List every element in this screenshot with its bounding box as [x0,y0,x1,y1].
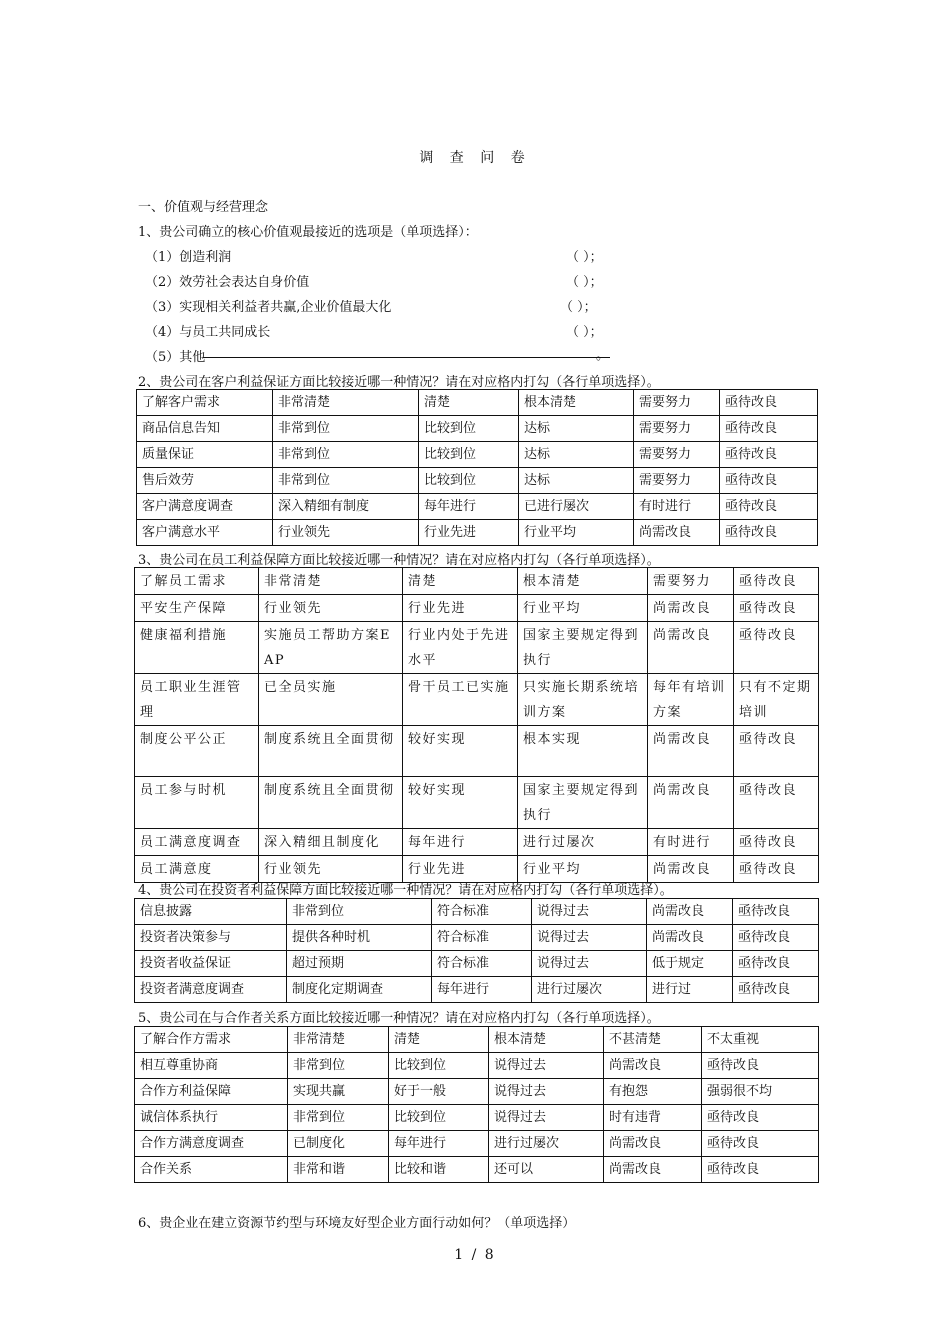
option-cell[interactable]: 只实施长期系统培训方案 [518,674,648,726]
row-label-cell: 诚信体系执行 [135,1105,288,1131]
option-cell[interactable]: 亟待改良 [734,622,819,674]
option-cell[interactable]: 亟待改良 [733,925,819,951]
option-cell[interactable]: 每年进行 [432,977,532,1003]
option-cell[interactable]: 比较和谐 [389,1157,489,1183]
table-row [135,1131,819,1157]
option-cell[interactable]: 达标 [519,442,634,468]
q2-table [136,389,818,546]
option-cell[interactable]: 进行过屡次 [489,1131,604,1157]
option-cell[interactable]: 制度系统且全面贯彻 [259,726,403,777]
table-row [135,1105,819,1131]
option-cell[interactable]: 符合标准 [432,925,532,951]
question-5: 5、贵公司在与合作者关系方面比较接近哪一种情况？请在对应格内打勾（各行单项选择）。 [138,1011,660,1026]
table-row [135,622,819,674]
row-label-cell: 了解客户需求 [137,390,273,416]
q1-option-3-blank[interactable]: （ ）； [560,300,597,315]
page-title: 调 查 问 卷 [419,150,531,166]
option-cell[interactable]: 比较到位 [419,468,519,494]
row-label-cell: 客户满意度调查 [137,494,273,520]
q1-option-3: （3）实现相关利益者共赢,企业价值最大化 [145,300,392,315]
option-cell[interactable]: 亟待改良 [720,416,818,442]
option-cell[interactable]: 根本清楚 [489,1027,604,1053]
option-cell[interactable]: 只有不定期培训 [734,674,819,726]
option-cell[interactable]: 国家主要规定得到执行 [518,622,648,674]
row-label-cell: 了解员工需求 [135,568,259,595]
option-cell[interactable]: 行业平均 [519,520,634,546]
option-cell[interactable]: 进行过屡次 [532,977,647,1003]
table-row [135,726,819,777]
question-1: 1、贵公司确立的核心价值观最接近的选项是（单项选择）： [138,225,478,240]
option-cell[interactable]: 国家主要规定得到执行 [518,777,648,829]
question-2: 2、贵公司在客户利益保证方面比较接近哪一种情况？请在对应格内打勾（各行单项选择）。 [138,375,660,390]
option-cell[interactable]: 尚需改良 [647,925,733,951]
option-cell[interactable]: 比较到位 [389,1105,489,1131]
option-cell[interactable]: 亟待改良 [734,829,819,856]
option-cell[interactable]: 实现共赢 [288,1079,389,1105]
option-cell[interactable]: 行业先进 [403,856,518,883]
option-cell[interactable]: 骨干员工已实施 [403,674,518,726]
option-cell[interactable]: 强弱很不均 [702,1079,819,1105]
option-cell[interactable]: 行业平均 [518,595,648,622]
option-cell[interactable]: 制度化定期调查 [287,977,432,1003]
option-cell[interactable]: 尚需改良 [648,595,734,622]
option-cell[interactable]: 说得过去 [532,899,647,925]
option-cell[interactable]: 非常清楚 [273,390,419,416]
option-cell[interactable]: 亟待改良 [733,899,819,925]
option-cell[interactable]: 说得过去 [532,925,647,951]
row-label-cell: 合作方满意度调查 [135,1131,288,1157]
table-row [135,1157,819,1183]
option-cell[interactable]: 清楚 [389,1027,489,1053]
option-cell[interactable]: 说得过去 [489,1105,604,1131]
question-4: 4、贵公司在投资者利益保障方面比较接近哪一种情况？请在对应格内打勾（各行单项选择）。 [138,883,673,898]
row-label-cell: 员工满意度 [135,856,259,883]
option-cell[interactable]: 每年进行 [389,1131,489,1157]
option-cell[interactable]: 亟待改良 [720,390,818,416]
row-label-cell: 投资者满意度调查 [135,977,287,1003]
option-cell[interactable]: 尚需改良 [604,1131,702,1157]
row-label-cell: 信息披露 [135,899,287,925]
option-cell[interactable]: 根本实现 [518,726,648,777]
option-cell[interactable]: 制度系统且全面贯彻 [259,777,403,829]
q1-option-1-blank[interactable]: （ ）； [566,250,603,265]
option-cell[interactable]: 已进行屡次 [519,494,634,520]
option-cell[interactable]: 比较到位 [419,442,519,468]
table-row [135,595,819,622]
option-cell[interactable]: 非常到位 [287,899,432,925]
option-cell[interactable]: 非常清楚 [259,568,403,595]
option-cell[interactable]: 达标 [519,468,634,494]
option-cell[interactable]: 有抱怨 [604,1079,702,1105]
option-cell[interactable]: 非常到位 [288,1053,389,1079]
option-cell[interactable]: 根本清楚 [518,568,648,595]
option-cell[interactable]: 非常到位 [273,468,419,494]
q5-table [134,1026,819,1183]
option-cell[interactable]: 亟待改良 [734,595,819,622]
page-number: 1 / 8 [454,1247,496,1263]
option-cell[interactable]: 非常到位 [288,1105,389,1131]
option-cell[interactable]: 时有违背 [604,1105,702,1131]
option-cell[interactable]: 说得过去 [489,1053,604,1079]
option-cell[interactable]: 还可以 [489,1157,604,1183]
option-cell[interactable]: 说得过去 [489,1079,604,1105]
option-cell[interactable]: 亟待改良 [702,1105,819,1131]
row-label-cell: 员工参与时机 [135,777,259,829]
q1-option-2-blank[interactable]: （ ）； [566,275,603,290]
option-cell[interactable]: 亟待改良 [734,777,819,829]
section-heading: 一、价值观与经营理念 [138,200,269,215]
option-cell[interactable]: 符合标准 [432,899,532,925]
option-cell[interactable]: 尚需改良 [604,1053,702,1079]
option-cell[interactable]: 行业领先 [259,595,403,622]
row-label-cell: 客户满意水平 [137,520,273,546]
option-cell[interactable]: 亟待改良 [734,726,819,777]
option-cell[interactable]: 行业内处于先进水平 [403,622,518,674]
option-cell[interactable]: 亟待改良 [720,520,818,546]
option-cell[interactable]: 已全员实施 [259,674,403,726]
table-row [135,674,819,726]
q3-table [134,567,819,883]
option-cell[interactable]: 行业先进 [403,595,518,622]
option-cell[interactable]: 尚需改良 [647,899,733,925]
row-label-cell: 售后效劳 [137,468,273,494]
table-row [135,829,819,856]
row-label-cell: 合作关系 [135,1157,288,1183]
option-cell[interactable]: 尚需改良 [648,726,734,777]
table-row [137,468,818,494]
row-label-cell: 平安生产保障 [135,595,259,622]
option-cell[interactable]: 非常到位 [273,416,419,442]
option-cell[interactable]: 亟待改良 [720,494,818,520]
option-cell[interactable]: 较好实现 [403,777,518,829]
table-row [135,1027,819,1053]
row-label-cell: 员工满意度调查 [135,829,259,856]
table-row [137,390,818,416]
option-cell[interactable]: 好于一般 [389,1079,489,1105]
option-cell[interactable]: 非常到位 [273,442,419,468]
option-cell[interactable]: 已制度化 [288,1131,389,1157]
option-cell[interactable]: 有时进行 [634,494,720,520]
option-cell[interactable]: 每年进行 [403,829,518,856]
table-row [135,951,819,977]
table-row [137,442,818,468]
option-cell[interactable]: 亟待改良 [733,951,819,977]
table-row [135,1079,819,1105]
q1-option-2: （2）效劳社会表达自身价值 [145,275,310,290]
row-label-cell: 商品信息告知 [137,416,273,442]
option-cell[interactable]: 低于规定 [647,951,733,977]
q1-option-5-blank-line[interactable] [203,357,610,358]
option-cell[interactable]: 非常和谐 [288,1157,389,1183]
option-cell[interactable]: 亟待改良 [720,442,818,468]
table-row [135,1053,819,1079]
option-cell[interactable]: 行业领先 [259,856,403,883]
row-label-cell: 员工职业生涯管理 [135,674,259,726]
table-row [137,416,818,442]
option-cell[interactable]: 需要努力 [634,390,720,416]
q1-option-4: （4）与员工共同成长 [145,325,271,340]
row-label-cell: 相互尊重协商 [135,1053,288,1079]
option-cell[interactable]: 超过预期 [287,951,432,977]
option-cell[interactable]: 深入精细有制度 [273,494,419,520]
table-row [137,520,818,546]
table-row [135,925,819,951]
option-cell[interactable]: 尚需改良 [634,520,720,546]
option-cell[interactable]: 亟待改良 [734,568,819,595]
option-cell[interactable]: 亟待改良 [720,468,818,494]
option-cell[interactable]: 提供各种时机 [287,925,432,951]
option-cell[interactable]: 达标 [519,416,634,442]
option-cell[interactable]: 进行过屡次 [518,829,648,856]
option-cell[interactable]: 需要努力 [634,416,720,442]
option-cell[interactable]: 尚需改良 [604,1157,702,1183]
option-cell[interactable]: 根本清楚 [519,390,634,416]
option-cell[interactable]: 比较到位 [389,1053,489,1079]
q1-option-4-blank[interactable]: （ ）； [566,325,603,340]
option-cell[interactable]: 实施员工帮助方案EAP [259,622,403,674]
option-cell[interactable]: 亟待改良 [702,1053,819,1079]
q1-option-5: （5）其他 [145,350,206,365]
table-row [135,977,819,1003]
option-cell[interactable]: 行业先进 [419,520,519,546]
question-6: 6、贵企业在建立资源节约型与环境友好型企业方面行动如何？（单项选择） [138,1216,576,1231]
option-cell[interactable]: 亟待改良 [733,977,819,1003]
option-cell[interactable]: 清楚 [403,568,518,595]
option-cell[interactable]: 符合标准 [432,951,532,977]
option-cell[interactable]: 行业平均 [518,856,648,883]
option-cell[interactable]: 每年有培训方案 [648,674,734,726]
row-label-cell: 了解合作方需求 [135,1027,288,1053]
option-cell[interactable]: 尚需改良 [648,856,734,883]
option-cell[interactable]: 清楚 [419,390,519,416]
option-cell[interactable]: 非常清楚 [288,1027,389,1053]
option-cell[interactable]: 进行过 [647,977,733,1003]
q1-option-5-end: 。 [596,348,610,363]
row-label-cell: 投资者收益保证 [135,951,287,977]
option-cell[interactable]: 亟待改良 [734,856,819,883]
option-cell[interactable]: 尚需改良 [648,777,734,829]
table-row [135,777,819,829]
option-cell[interactable]: 行业领先 [273,520,419,546]
row-label-cell: 合作方利益保障 [135,1079,288,1105]
option-cell[interactable]: 亟待改良 [702,1157,819,1183]
option-cell[interactable]: 不太重视 [702,1027,819,1053]
option-cell[interactable]: 每年进行 [419,494,519,520]
option-cell[interactable]: 需要努力 [648,568,734,595]
row-label-cell: 投资者决策参与 [135,925,287,951]
option-cell[interactable]: 需要努力 [634,468,720,494]
row-label-cell: 质量保证 [137,442,273,468]
option-cell[interactable]: 说得过去 [532,951,647,977]
option-cell[interactable]: 较好实现 [403,726,518,777]
option-cell[interactable]: 尚需改良 [648,622,734,674]
row-label-cell: 健康福利措施 [135,622,259,674]
option-cell[interactable]: 需要努力 [634,442,720,468]
option-cell[interactable]: 深入精细且制度化 [259,829,403,856]
row-label-cell: 制度公平公正 [135,726,259,777]
option-cell[interactable]: 比较到位 [419,416,519,442]
table-row [135,568,819,595]
option-cell[interactable]: 不甚清楚 [604,1027,702,1053]
question-3: 3、贵公司在员工利益保障方面比较接近哪一种情况？请在对应格内打勾（各行单项选择）。 [138,553,660,568]
table-row [137,494,818,520]
q1-option-1: （1）创造利润 [145,250,232,265]
option-cell[interactable]: 亟待改良 [702,1131,819,1157]
table-row [135,899,819,925]
option-cell[interactable]: 有时进行 [648,829,734,856]
q4-table [134,898,819,1003]
